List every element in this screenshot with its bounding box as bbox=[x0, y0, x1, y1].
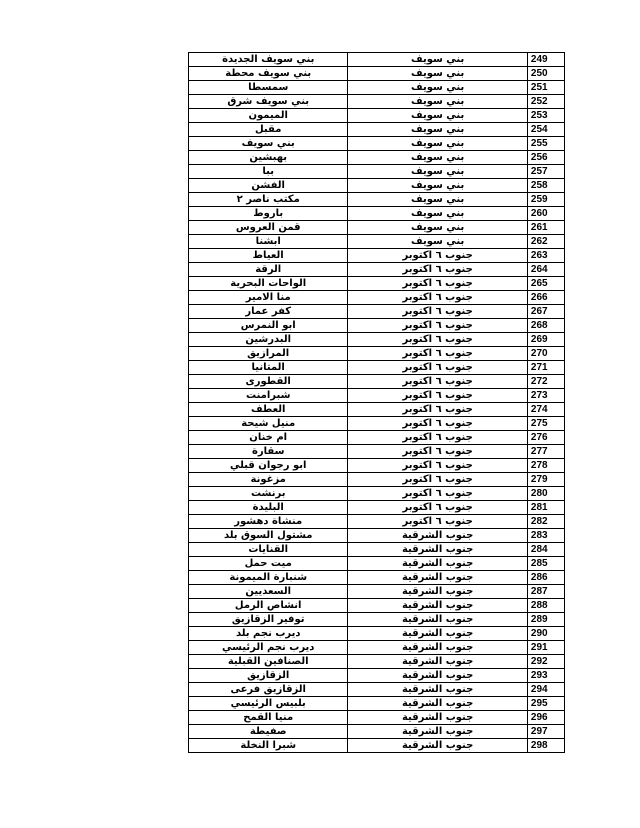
place-cell: ام خنان bbox=[189, 431, 348, 445]
place-cell: ديرب نجم الرئيسي bbox=[189, 641, 348, 655]
row-number-cell: 254 bbox=[527, 123, 564, 137]
row-number-cell: 270 bbox=[527, 347, 564, 361]
row-number-cell: 284 bbox=[527, 543, 564, 557]
table-row bbox=[189, 543, 565, 557]
region-cell: جنوب الشرقية bbox=[348, 683, 527, 697]
place-cell: ديرب نجم بلد bbox=[189, 627, 348, 641]
place-cell: انشاص الرمل bbox=[189, 599, 348, 613]
row-number-cell: 256 bbox=[527, 151, 564, 165]
place-cell: القطورى bbox=[189, 375, 348, 389]
row-number-cell: 297 bbox=[527, 725, 564, 739]
row-number-cell: 282 bbox=[527, 515, 564, 529]
row-number-cell: 286 bbox=[527, 571, 564, 585]
place-cell: ابو رجوان قبلي bbox=[189, 459, 348, 473]
row-number-cell: 258 bbox=[527, 179, 564, 193]
region-cell: جنوب ٦ اكتوبر bbox=[348, 291, 527, 305]
region-cell: جنوب ٦ اكتوبر bbox=[348, 473, 527, 487]
region-cell: جنوب ٦ اكتوبر bbox=[348, 389, 527, 403]
row-number-cell: 257 bbox=[527, 165, 564, 179]
region-cell: جنوب ٦ اكتوبر bbox=[348, 431, 527, 445]
table-row bbox=[189, 277, 565, 291]
table-row bbox=[189, 81, 565, 95]
table-row bbox=[189, 249, 565, 263]
post-office-table bbox=[188, 52, 565, 753]
region-cell: جنوب الشرقية bbox=[348, 725, 527, 739]
table-row bbox=[189, 613, 565, 627]
region-cell: جنوب ٦ اكتوبر bbox=[348, 263, 527, 277]
row-number-cell: 265 bbox=[527, 277, 564, 291]
row-number-cell: 280 bbox=[527, 487, 564, 501]
row-number-cell: 277 bbox=[527, 445, 564, 459]
place-cell: بني سويف شرق bbox=[189, 95, 348, 109]
row-number-cell: 263 bbox=[527, 249, 564, 263]
table-row bbox=[189, 109, 565, 123]
region-cell: بني سويف bbox=[348, 137, 527, 151]
place-cell: المتانيا bbox=[189, 361, 348, 375]
place-cell: باروط bbox=[189, 207, 348, 221]
row-number-cell: 272 bbox=[527, 375, 564, 389]
table-row bbox=[189, 333, 565, 347]
region-cell: جنوب ٦ اكتوبر bbox=[348, 375, 527, 389]
row-number-cell: 289 bbox=[527, 613, 564, 627]
region-cell: جنوب ٦ اكتوبر bbox=[348, 305, 527, 319]
place-cell: الصنافين القبلية bbox=[189, 655, 348, 669]
table-row bbox=[189, 487, 565, 501]
table-row bbox=[189, 375, 565, 389]
region-cell: جنوب ٦ اكتوبر bbox=[348, 459, 527, 473]
row-number-cell: 294 bbox=[527, 683, 564, 697]
row-number-cell: 283 bbox=[527, 529, 564, 543]
place-cell: مقبل bbox=[189, 123, 348, 137]
table-row bbox=[189, 151, 565, 165]
table-row bbox=[189, 207, 565, 221]
table-row bbox=[189, 585, 565, 599]
region-cell: جنوب الشرقية bbox=[348, 529, 527, 543]
row-number-cell: 290 bbox=[527, 627, 564, 641]
table-row bbox=[189, 123, 565, 137]
row-number-cell: 255 bbox=[527, 137, 564, 151]
region-cell: جنوب الشرقية bbox=[348, 669, 527, 683]
region-cell: جنوب الشرقية bbox=[348, 543, 527, 557]
table-row bbox=[189, 431, 565, 445]
region-cell: جنوب ٦ اكتوبر bbox=[348, 333, 527, 347]
place-cell: القنايات bbox=[189, 543, 348, 557]
table-row bbox=[189, 389, 565, 403]
place-cell: منيا القمح bbox=[189, 711, 348, 725]
row-number-cell: 269 bbox=[527, 333, 564, 347]
place-cell: كفر عمار bbox=[189, 305, 348, 319]
place-cell: سمسطا bbox=[189, 81, 348, 95]
row-number-cell: 249 bbox=[527, 53, 564, 67]
row-number-cell: 296 bbox=[527, 711, 564, 725]
place-cell: منيل شيحة bbox=[189, 417, 348, 431]
table-row bbox=[189, 165, 565, 179]
place-cell: الزقازيق فرعى bbox=[189, 683, 348, 697]
row-number-cell: 287 bbox=[527, 585, 564, 599]
table-row bbox=[189, 445, 565, 459]
row-number-cell: 264 bbox=[527, 263, 564, 277]
table-row bbox=[189, 515, 565, 529]
table-row bbox=[189, 179, 565, 193]
table-row bbox=[189, 95, 565, 109]
place-cell: برنشت bbox=[189, 487, 348, 501]
region-cell: بني سويف bbox=[348, 193, 527, 207]
table-row bbox=[189, 683, 565, 697]
row-number-cell: 262 bbox=[527, 235, 564, 249]
region-cell: جنوب الشرقية bbox=[348, 599, 527, 613]
place-cell: منشاة دهشور bbox=[189, 515, 348, 529]
place-cell: ابو النمرس bbox=[189, 319, 348, 333]
table-row bbox=[189, 627, 565, 641]
table-row bbox=[189, 291, 565, 305]
place-cell: شبرامنت bbox=[189, 389, 348, 403]
region-cell: جنوب ٦ اكتوبر bbox=[348, 515, 527, 529]
place-cell: شبرا النخلة bbox=[189, 739, 348, 753]
place-cell: ابشنا bbox=[189, 235, 348, 249]
table-row bbox=[189, 459, 565, 473]
table-row bbox=[189, 697, 565, 711]
place-cell: الرقة bbox=[189, 263, 348, 277]
place-cell: بني سويف الجديدة bbox=[189, 53, 348, 67]
region-cell: بني سويف bbox=[348, 123, 527, 137]
place-cell: بني سويف bbox=[189, 137, 348, 151]
table-row bbox=[189, 221, 565, 235]
place-cell: مشتول السوق بلد bbox=[189, 529, 348, 543]
place-cell: بني سويف محطة bbox=[189, 67, 348, 81]
region-cell: جنوب الشرقية bbox=[348, 613, 527, 627]
row-number-cell: 261 bbox=[527, 221, 564, 235]
place-cell: البدرشين bbox=[189, 333, 348, 347]
row-number-cell: 252 bbox=[527, 95, 564, 109]
place-cell: مكتب ناصر ٢ bbox=[189, 193, 348, 207]
table-row bbox=[189, 137, 565, 151]
region-cell: جنوب ٦ اكتوبر bbox=[348, 347, 527, 361]
place-cell: صفيطة bbox=[189, 725, 348, 739]
place-cell: الفشن bbox=[189, 179, 348, 193]
row-number-cell: 251 bbox=[527, 81, 564, 95]
row-number-cell: 295 bbox=[527, 697, 564, 711]
place-cell: العطف bbox=[189, 403, 348, 417]
place-cell: منا الامير bbox=[189, 291, 348, 305]
row-number-cell: 274 bbox=[527, 403, 564, 417]
row-number-cell: 285 bbox=[527, 557, 564, 571]
row-number-cell: 250 bbox=[527, 67, 564, 81]
region-cell: بني سويف bbox=[348, 235, 527, 249]
table-row bbox=[189, 193, 565, 207]
region-cell: جنوب ٦ اكتوبر bbox=[348, 501, 527, 515]
place-cell: ببا bbox=[189, 165, 348, 179]
table-row bbox=[189, 305, 565, 319]
table-row bbox=[189, 669, 565, 683]
region-cell: جنوب الشرقية bbox=[348, 739, 527, 753]
table-row bbox=[189, 571, 565, 585]
region-cell: بني سويف bbox=[348, 207, 527, 221]
row-number-cell: 260 bbox=[527, 207, 564, 221]
table-row bbox=[189, 557, 565, 571]
row-number-cell: 278 bbox=[527, 459, 564, 473]
table-row bbox=[189, 361, 565, 375]
place-cell: بهبشين bbox=[189, 151, 348, 165]
region-cell: جنوب الشرقية bbox=[348, 557, 527, 571]
row-number-cell: 267 bbox=[527, 305, 564, 319]
row-number-cell: 259 bbox=[527, 193, 564, 207]
row-number-cell: 298 bbox=[527, 739, 564, 753]
row-number-cell: 279 bbox=[527, 473, 564, 487]
place-cell: السعديين bbox=[189, 585, 348, 599]
row-number-cell: 281 bbox=[527, 501, 564, 515]
row-number-cell: 266 bbox=[527, 291, 564, 305]
table-row bbox=[189, 655, 565, 669]
region-cell: جنوب الشرقية bbox=[348, 627, 527, 641]
table-row bbox=[189, 263, 565, 277]
region-cell: بني سويف bbox=[348, 53, 527, 67]
table-row bbox=[189, 599, 565, 613]
region-cell: جنوب الشرقية bbox=[348, 697, 527, 711]
place-cell: البليدة bbox=[189, 501, 348, 515]
region-cell: جنوب الشرقية bbox=[348, 655, 527, 669]
table-row bbox=[189, 711, 565, 725]
region-cell: جنوب ٦ اكتوبر bbox=[348, 361, 527, 375]
region-cell: جنوب ٦ اكتوبر bbox=[348, 403, 527, 417]
row-number-cell: 276 bbox=[527, 431, 564, 445]
place-cell: سقارة bbox=[189, 445, 348, 459]
region-cell: بني سويف bbox=[348, 151, 527, 165]
place-cell: قمن العروس bbox=[189, 221, 348, 235]
row-number-cell: 268 bbox=[527, 319, 564, 333]
table-row bbox=[189, 473, 565, 487]
table-row bbox=[189, 641, 565, 655]
place-cell: العياط bbox=[189, 249, 348, 263]
row-number-cell: 288 bbox=[527, 599, 564, 613]
row-number-cell: 291 bbox=[527, 641, 564, 655]
region-cell: بني سويف bbox=[348, 81, 527, 95]
table-row bbox=[189, 235, 565, 249]
row-number-cell: 293 bbox=[527, 669, 564, 683]
table-row bbox=[189, 529, 565, 543]
row-number-cell: 271 bbox=[527, 361, 564, 375]
region-cell: جنوب ٦ اكتوبر bbox=[348, 277, 527, 291]
place-cell: شنبارة الميمونة bbox=[189, 571, 348, 585]
region-cell: جنوب ٦ اكتوبر bbox=[348, 445, 527, 459]
table-row bbox=[189, 417, 565, 431]
row-number-cell: 292 bbox=[527, 655, 564, 669]
place-cell: المرازيق bbox=[189, 347, 348, 361]
place-cell: الميمون bbox=[189, 109, 348, 123]
table-row bbox=[189, 347, 565, 361]
table-body bbox=[189, 53, 565, 753]
region-cell: جنوب الشرقية bbox=[348, 711, 527, 725]
region-cell: جنوب ٦ اكتوبر bbox=[348, 487, 527, 501]
region-cell: جنوب ٦ اكتوبر bbox=[348, 417, 527, 431]
table-row bbox=[189, 67, 565, 81]
table-row bbox=[189, 739, 565, 753]
region-cell: بني سويف bbox=[348, 67, 527, 81]
region-cell: جنوب ٦ اكتوبر bbox=[348, 319, 527, 333]
place-cell: ميت حمل bbox=[189, 557, 348, 571]
region-cell: بني سويف bbox=[348, 165, 527, 179]
region-cell: بني سويف bbox=[348, 109, 527, 123]
place-cell: الواحات البحرية bbox=[189, 277, 348, 291]
place-cell: توفير الزقازيق bbox=[189, 613, 348, 627]
region-cell: جنوب الشرقية bbox=[348, 641, 527, 655]
place-cell: بلبيس الرئيسي bbox=[189, 697, 348, 711]
region-cell: جنوب الشرقية bbox=[348, 585, 527, 599]
region-cell: بني سويف bbox=[348, 95, 527, 109]
table-row bbox=[189, 501, 565, 515]
region-cell: بني سويف bbox=[348, 179, 527, 193]
table-row bbox=[189, 725, 565, 739]
table-row bbox=[189, 403, 565, 417]
region-cell: جنوب ٦ اكتوبر bbox=[348, 249, 527, 263]
region-cell: جنوب الشرقية bbox=[348, 571, 527, 585]
place-cell: مزغونة bbox=[189, 473, 348, 487]
table-row bbox=[189, 319, 565, 333]
row-number-cell: 273 bbox=[527, 389, 564, 403]
region-cell: بني سويف bbox=[348, 221, 527, 235]
place-cell: الزقازيق bbox=[189, 669, 348, 683]
row-number-cell: 253 bbox=[527, 109, 564, 123]
row-number-cell: 275 bbox=[527, 417, 564, 431]
table-row bbox=[189, 53, 565, 67]
